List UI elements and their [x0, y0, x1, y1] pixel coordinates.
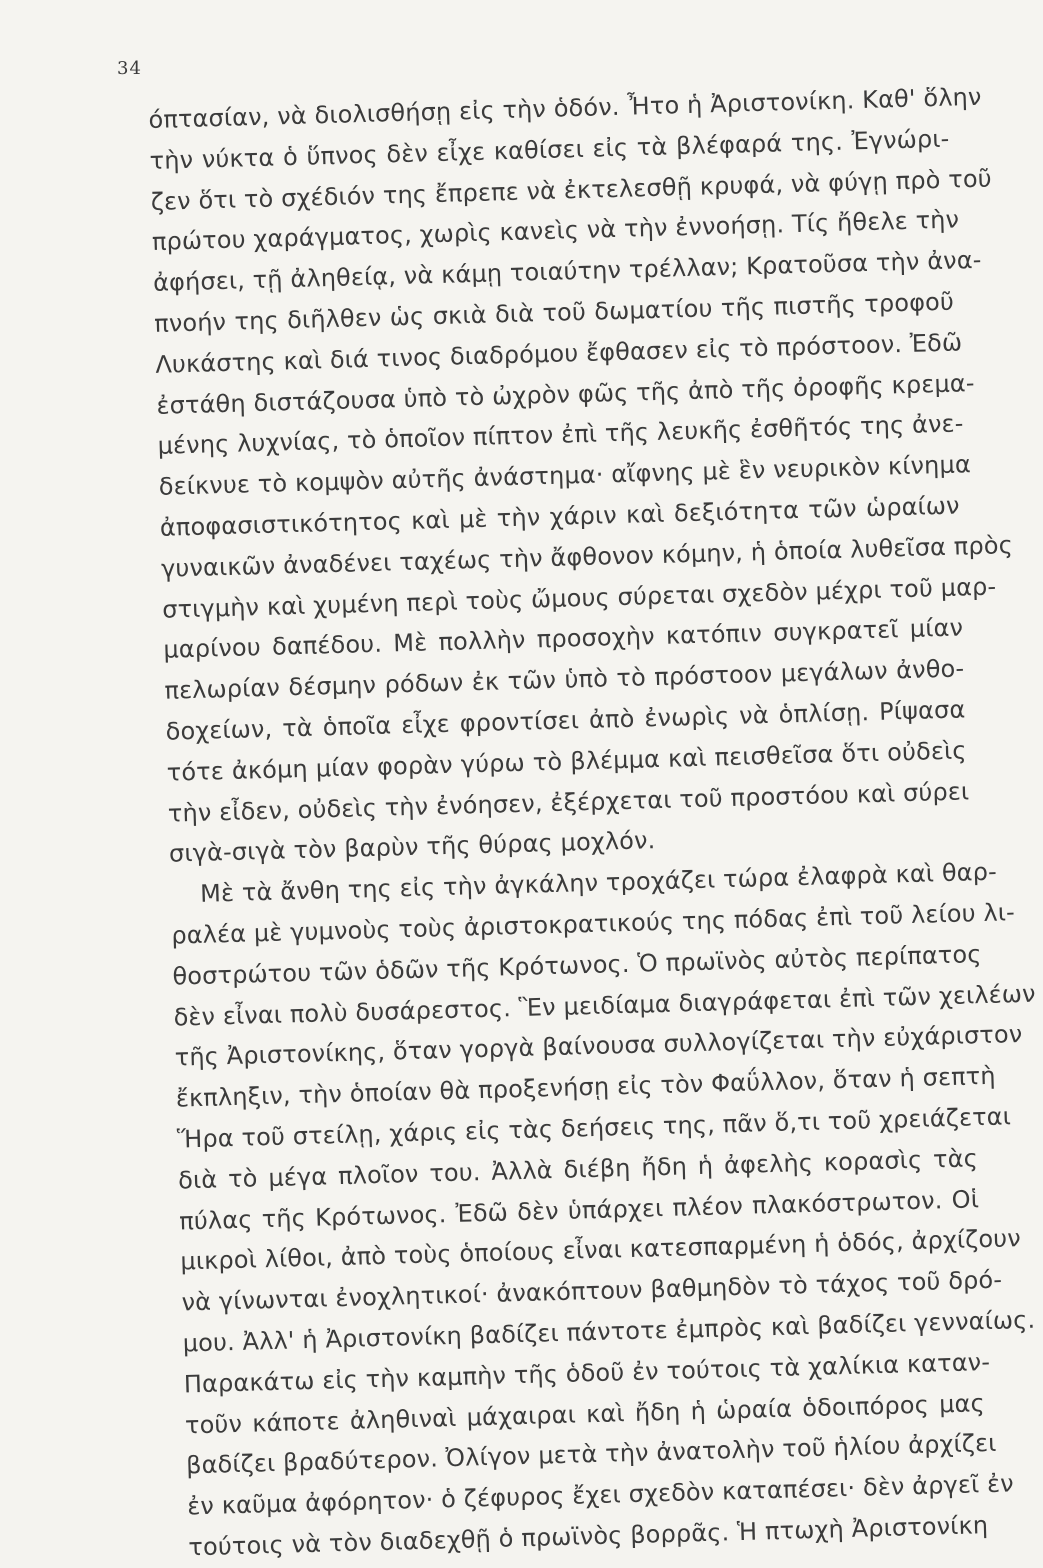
text-line: πρώτου χαράγματος, χωρὶς κανεὶς νὰ τὴν ἐννοήσῃ. Τίς ἤθελε τὴν	[151, 205, 960, 257]
text-line: όπτασίαν, νὰ διολισθήσῃ εἰς τὴν ὁδόν. Ἦτο ἡ Ἀριστονίκη. Καθ' ὅλην	[148, 82, 982, 134]
text-line: στιγμὴν καὶ χυμένη περὶ τοὺς ὤμους σύρεται σχεδὸν μέχρι τοῦ μαρ-	[161, 572, 997, 624]
text-line-paragraph-end: σιγὰ-σιγὰ τὸν βαρὺν τῆς θύρας μοχλόν.	[168, 826, 656, 869]
text-line: τὴν νύκτα ὁ ὕπνος δὲν εἶχε καθίσει εἰς τὰ βλέφαρά της. Ἐγνώρι-	[149, 124, 950, 175]
text-line: τοῦν κάποτε ἀληθιναὶ μάχαιραι καὶ ἤδη ἡ ὡραία ὁδοιπόρος μας	[184, 1388, 986, 1439]
text-line: δοχείων, τὰ ὁποῖα εἶχε φροντίσει ἀπὸ ἐνωρὶς νὰ ὁπλίσῃ. Ρίψασα	[165, 695, 966, 746]
text-line: μαρίνου δαπέδου. Μὲ πολλὴν προσοχὴν κατόπιν συγκρατεῖ μίαν	[162, 613, 964, 665]
text-line: τὴν εἶδεν, οὐδεὶς τὴν ἐνόησεν, ἐξέρχεται τοῦ προστόου καὶ σύρει	[167, 776, 970, 828]
text-line: βαδίζει βραδύτερον. Ὀλίγον μετὰ τὴν ἀνατολὴν τοῦ ἡλίου ἀρχίζει	[185, 1429, 997, 1480]
text-line: τούτοις νὰ τὸν διαδεχθῇ ὁ πρωϊνὸς βορρᾶς. Ἡ πτωχὴ Ἀριστονίκη	[188, 1510, 989, 1562]
text-line: τότε ἀκόμη μίαν φορὰν γύρω τὸ βλέμμα καὶ πεισθεῖσα ὅτι οὐδεὶς	[166, 736, 967, 787]
text-line: θοστρώτου τῶν ὁδῶν τῆς Κρότωνος. Ὁ πρωϊνὸς αὐτὸς περίπατος	[172, 939, 982, 991]
text-line: ἐν καῦμα ἀφόρητον· ὁ ζέφυρος ἔχει σχεδὸν καταπέσει· δὲν ἀργεῖ ἐν	[186, 1469, 1015, 1521]
text-line: ζεν ὅτι τὸ σχέδιόν της ἔπρεπε νὰ ἐκτελεσθῇ κρυφά, νὰ φύγῃ πρὸ τοῦ	[150, 164, 993, 216]
text-line: ἔκπληξιν, τὴν ὁποίαν θὰ προξενήσῃ εἰς τὸν Φαΰλλον, ὅταν ἡ σεπτὴ	[175, 1061, 997, 1113]
text-line: τῆς Ἀριστονίκης, ὅταν γοργὰ βαίνουσα συλλογίζεται τὴν εὐχάριστον	[174, 1020, 1023, 1072]
text-line: ἀφήσει, τῇ ἀληθείᾳ, νὰ κάμῃ τοιαύτην τρέλλαν; Κρατοῦσα τὴν ἀνα-	[152, 245, 982, 298]
text-line: Παρακάτω εἰς τὴν καμπὴν τῆς ὁδοῦ ἐν τούτοις τὰ χαλίκια καταν-	[183, 1347, 991, 1399]
text-line: διὰ τὸ μέγα πλοῖον του. Ἀλλὰ διέβη ἤδη ἡ ἀφελὴς κορασὶς τὰς	[177, 1143, 979, 1195]
text-line: γυναικῶν ἀναδένει ταχέως τὴν ἄφθονον κόμην, ἡ ὁποία λυθεῖσα πρὸς	[160, 530, 1014, 583]
text-line: νὰ γίνωνται ἐνοχλητικοί· ἀνακόπτουν βαθμηδὸν τὸ τάχος τοῦ δρό-	[181, 1265, 1003, 1317]
text-line: πνοήν της διῆλθεν ὡς σκιὰ διὰ τοῦ δωματίου τῆς πιστῆς τροφοῦ	[153, 287, 955, 338]
text-line: πελωρίαν δέσμην ρόδων ἐκ τῶν ὑπὸ τὸ πρόστοον μεγάλων ἀνθο-	[164, 654, 965, 705]
text-line: Λυκάστης καὶ διά τινος διαδρόμου ἔφθασεν εἰς τὸ πρόστοον. Ἐδῶ	[155, 328, 963, 379]
text-line: μένης λυχνίας, τὸ ὁποῖον πίπτον ἐπὶ τῆς λευκῆς ἐσθῆτός της ἀνε-	[157, 409, 964, 461]
text-line: πύλας τῆς Κρότωνος. Ἐδῶ δὲν ὑπάρχει πλέον πλακόστρωτον. Οἱ	[178, 1184, 980, 1236]
text-line: δὲν εἶναι πολὺ δυσάρεστος. Ἓν μειδίαμα διαγράφεται ἐπὶ τῶν χειλέων	[173, 979, 1036, 1032]
text-line: μου. Ἀλλ' ἡ Ἀριστονίκη βαδίζει πάντοτε ἐμπρὸς καὶ βαδίζει γενναίως.	[182, 1305, 1036, 1358]
text-line: δείκνυε τὸ κομψὸν αὐτῆς ἀνάστημα· αἴφνης μὲ ἓν νευρικὸν κίνημα	[158, 450, 972, 502]
text-line: ἐστάθη διστάζουσα ὑπὸ τὸ ὠχρὸν φῶς τῆς ἀπὸ τῆς ὀροφῆς κρεμα-	[156, 368, 975, 420]
text-line: μικροὶ λίθοι, ἀπὸ τοὺς ὁποίους εἶναι κατεσπαρμένη ἡ ὁδός, ἀρχίζουν	[180, 1224, 1022, 1276]
text-line: Ἥρα τοῦ στείλῃ, χάρις εἰς τὰς δεήσεις της, πᾶν ὅ,τι τοῦ χρειάζεται	[176, 1102, 1012, 1154]
text-line: ἀποφασιστικότητος καὶ μὲ τὴν χάριν καὶ δεξιότητα τῶν ὡραίων	[159, 491, 961, 542]
body-text	[148, 78, 1036, 1568]
text-line: ραλέα μὲ γυμνοὺς τοὺς ἀριστοκρατικούς της πόδας ἐπὶ τοῦ λείου λι-	[170, 898, 1016, 950]
page-number: 34	[117, 58, 142, 79]
text-line-paragraph-start: Μὲ τὰ ἄνθη της εἰς τὴν ἀγκάλην τροχάζει τώρα ἐλαφρὰ καὶ θαρ-	[199, 857, 998, 908]
